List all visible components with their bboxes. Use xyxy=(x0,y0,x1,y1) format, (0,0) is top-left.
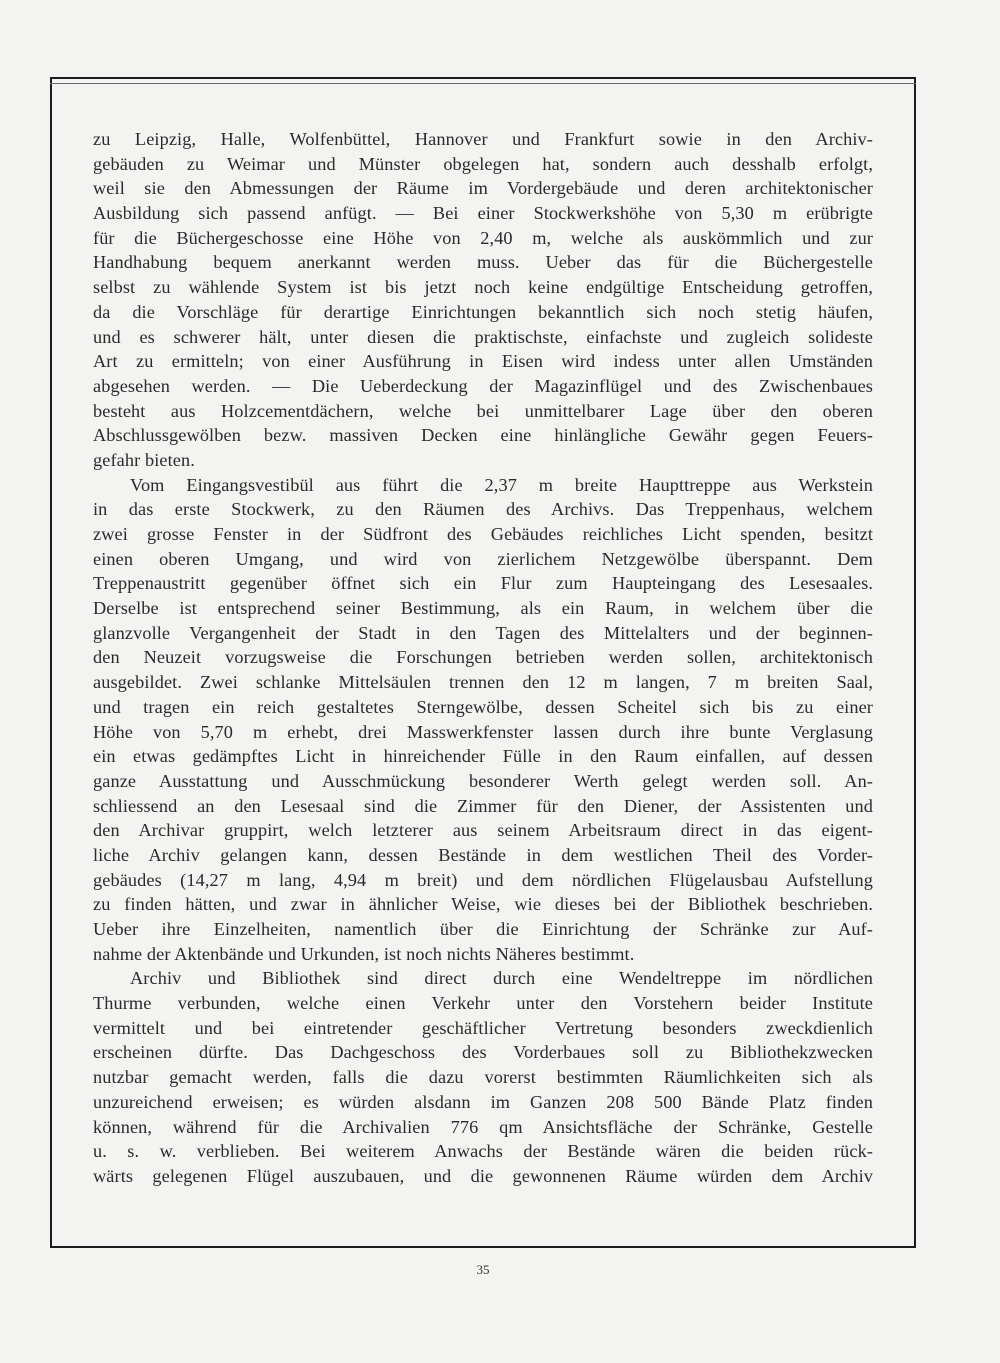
text-line: da die Vorschläge für derartige Einrichtungen bekanntlich sich noch stetig häufen, xyxy=(93,301,873,322)
text-line: zu Leipzig, Halle, Wolfenbüttel, Hannover und Frankfurt sowie in den Archiv- xyxy=(93,129,873,149)
text-line: u. s. w. verblieben. Bei weiterem Anwachs der Bestände wären die beiden rück- xyxy=(93,1141,873,1162)
text-line: ein etwas gedämpftes Licht in hinreichender Fülle in den Raum einfallen, auf dessen xyxy=(93,746,873,767)
text-line: nutzbar gemacht werden, falls die dazu vorerst bestimmten Räumlichkeiten sich als xyxy=(93,1067,873,1088)
text-line: gefahr bieten. xyxy=(93,449,195,470)
text-line: besteht aus Holzcementdächern, welche bei unmittelbarer Lage über den oberen xyxy=(93,400,873,421)
text-line: Handhabung bequem anerkannt werden muss. Ueber das für die Büchergestelle xyxy=(93,252,873,273)
text-line: einen oberen Umgang, und wird von zierlichem Netzgewölbe überspannt. Dem xyxy=(93,548,873,569)
text-line: Treppenaustritt gegenüber öffnet sich ein Flur zum Haupteingang des Lesesaales. xyxy=(93,573,873,594)
paragraph xyxy=(93,966,873,1188)
text-line: Archiv und Bibliothek sind direct durch eine Wendeltreppe im nördlichen xyxy=(130,968,873,989)
text-line: unzureichend erweisen; es würden alsdann im Ganzen 208 500 Bände Platz finden xyxy=(93,1091,873,1112)
text-line: zu finden hätten, und zwar in ähnlicher Weise, wie dieses bei der Bibliothek beschrieben. xyxy=(93,894,873,915)
text-line: Ausbildung sich passend anfügt. — Bei einer Stockwerkshöhe von 5,30 m erübrigte xyxy=(93,203,873,224)
text-line: vermittelt und bei eintretender geschäftlicher Vertretung besonders zweckdienlich xyxy=(93,1017,873,1038)
text-line: Ueber ihre Einzelheiten, namentlich über die Einrichtung der Schränke zur Auf- xyxy=(93,919,873,939)
text-line: schliessend an den Lesesaal sind die Zimmer für den Diener, der Assistenten und xyxy=(93,795,873,816)
text-line: und tragen ein reich gestaltetes Sterngewölbe, dessen Scheitel sich bis zu einer xyxy=(93,696,873,717)
text-line: ausgebildet. Zwei schlanke Mittelsäulen trennen den 12 m langen, 7 m breiten Saal, xyxy=(93,672,873,693)
text-line: abgesehen werden. — Die Ueberdeckung der Magazinflügel und des Zwischenbaues xyxy=(93,375,873,396)
text-line: Abschlussgewölben bezw. massiven Decken eine hinlängliche Gewähr gegen Feuers- xyxy=(93,425,873,446)
text-line: glanzvolle Vergangenheit der Stadt in den Tagen des Mittelalters und der beginnen- xyxy=(93,622,873,643)
text-line: wärts gelegenen Flügel auszubauen, und die gewonnenen Räume würden dem Archiv xyxy=(93,1165,873,1186)
paragraph xyxy=(93,473,873,967)
text-line: selbst zu wählende System ist bis jetzt noch keine endgültige Entscheidung getroffen, xyxy=(93,277,873,298)
text-line: den Neuzeit vorzugsweise die Forschungen betrieben werden sollen, architektonisch xyxy=(93,647,873,668)
text-line: können, während für die Archivalien 776 qm Ansichtsfläche der Schränke, Gestelle xyxy=(93,1116,873,1137)
paragraph xyxy=(93,127,873,473)
text-line: in das erste Stockwerk, zu den Räumen des Archivs. Das Treppenhaus, welchem xyxy=(93,499,873,520)
text-line: nahme der Aktenbände und Urkunden, ist noch nichts Näheres bestimmt. xyxy=(93,943,635,964)
body-text xyxy=(93,127,873,1189)
text-line: gebäuden zu Weimar und Münster obgelegen hat, sondern auch desshalb erfolgt, xyxy=(93,153,873,174)
text-line: für die Büchergeschosse eine Höhe von 2,40 m, welche als auskömmlich und zur xyxy=(93,227,873,248)
page-number: 35 xyxy=(476,1262,490,1277)
text-line: liche Archiv gelangen kann, dessen Bestände in dem westlichen Theil des Vorder- xyxy=(93,844,873,865)
text-line: den Archivar gruppirt, welch letzterer aus seinem Arbeitsraum direct in das eigent- xyxy=(93,820,873,841)
text-line: Vom Eingangsvestibül aus führt die 2,37 m breite Haupttreppe aus Werkstein xyxy=(130,474,873,495)
text-line: weil sie den Abmessungen der Räume im Vordergebäude und deren architektonischer xyxy=(93,178,873,199)
text-line: ganze Ausstattung und Ausschmückung besonderer Werth gelegt werden soll. An- xyxy=(93,770,873,791)
text-line: Höhe von 5,70 m erhebt, drei Masswerkfenster lassen durch ihre bunte Verglasung xyxy=(93,721,873,742)
text-line: erscheinen dürfte. Das Dachgeschoss des Vorderbaues soll zu Bibliothekzwecken xyxy=(93,1042,873,1063)
text-line: zwei grosse Fenster in der Südfront des Gebäudes reichliches Licht spenden, besitzt xyxy=(93,524,873,544)
text-line: gebäudes (14,27 m lang, 4,94 m breit) und dem nördlichen Flügelausbau Aufstellung xyxy=(93,869,873,890)
text-line: Thurme verbunden, welche einen Verkehr unter den Vorstehern beider Institute xyxy=(93,993,873,1014)
text-line: und es schwerer hält, unter diesen die praktischste, einfachste und zugleich solideste xyxy=(93,326,873,347)
text-line: Derselbe ist entsprechend seiner Bestimmung, als ein Raum, in welchem über die xyxy=(93,598,873,619)
text-line: Art zu ermitteln; von einer Ausführung in Eisen wird indess unter allen Umständen xyxy=(93,351,873,372)
